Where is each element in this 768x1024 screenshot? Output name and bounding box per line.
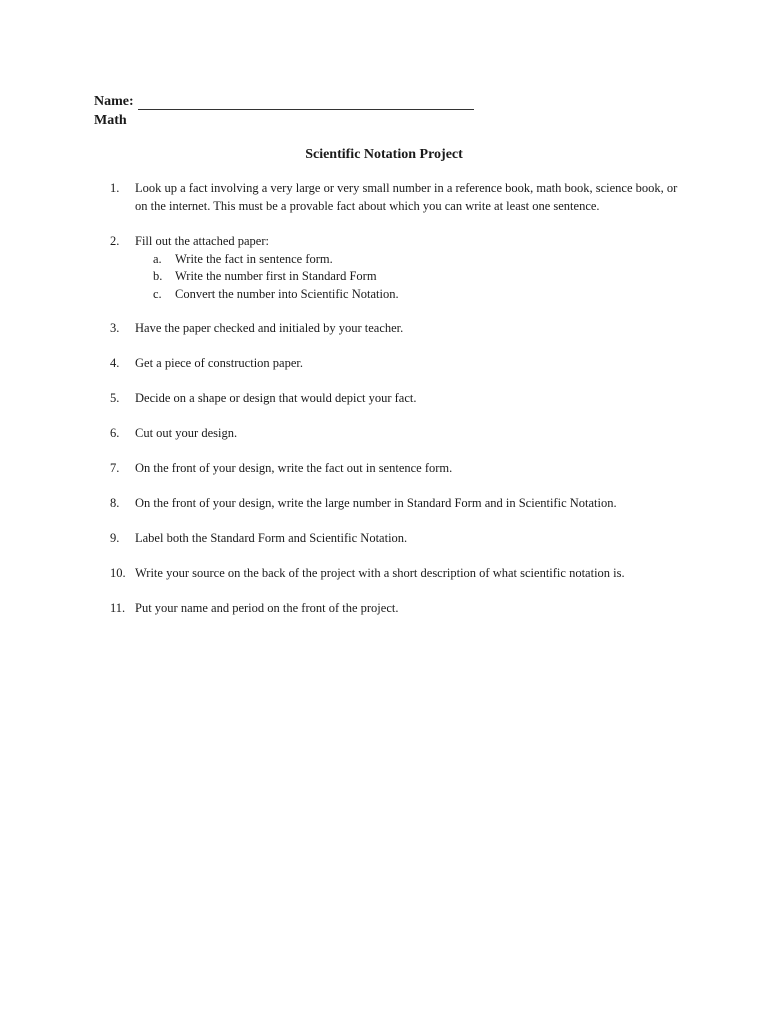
step-text: Decide on a shape or design that would depict your fact. xyxy=(135,391,417,405)
step-number: 1. xyxy=(110,181,120,195)
sub-list-item xyxy=(153,268,680,286)
step-text: On the front of your design, write the large number in Standard Form and in Scientific Notation. xyxy=(135,496,617,510)
substeps-list xyxy=(153,251,680,304)
step-text: Have the paper checked and initialed by your teacher. xyxy=(135,321,404,335)
step-number: 4. xyxy=(110,356,120,370)
step-number: 2. xyxy=(110,234,120,248)
list-item xyxy=(110,460,680,478)
list-item xyxy=(110,530,680,548)
name-blank-line xyxy=(138,97,474,110)
document-title: Scientific Notation Project xyxy=(305,147,463,162)
substep-text: Convert the number into Scientific Notation. xyxy=(175,286,399,301)
document-header xyxy=(94,93,694,129)
list-item xyxy=(110,390,680,408)
list-item xyxy=(110,495,680,513)
step-number: 8. xyxy=(110,496,120,510)
substep-letter: b. xyxy=(153,269,163,283)
list-item xyxy=(110,355,680,373)
step-text: Write your source on the back of the project with a short description of what scientific notation is. xyxy=(135,566,625,580)
substep-letter: a. xyxy=(153,251,162,266)
list-item xyxy=(110,600,680,618)
list-item xyxy=(110,425,680,443)
step-number: 6. xyxy=(110,426,120,440)
step-number: 7. xyxy=(110,461,120,475)
list-item xyxy=(110,233,680,303)
step-text: Get a piece of construction paper. xyxy=(135,356,303,370)
sub-list-item xyxy=(153,286,680,304)
list-item xyxy=(110,320,680,338)
step-number: 10. xyxy=(110,566,126,580)
substep-text: Write the fact in sentence form. xyxy=(175,251,333,266)
name-label: Name: xyxy=(94,94,134,109)
sub-list-item xyxy=(153,251,680,269)
step-number: 3. xyxy=(110,321,120,335)
step-text: On the front of your design, write the fact out in sentence form. xyxy=(135,461,453,475)
step-text: Put your name and period on the front of the project. xyxy=(135,601,399,615)
step-text: Cut out your design. xyxy=(135,426,238,440)
substep-text: Write the number first in Standard Form xyxy=(175,269,377,283)
subject-label: Math xyxy=(94,113,127,128)
list-item xyxy=(110,180,680,215)
step-number: 9. xyxy=(110,531,120,545)
step-number: 5. xyxy=(110,391,120,405)
step-text: Label both the Standard Form and Scientific Notation. xyxy=(135,531,408,545)
step-text: Fill out the attached paper: xyxy=(135,234,269,248)
list-item xyxy=(110,565,680,583)
step-body xyxy=(135,233,680,303)
step-text: Look up a fact involving a very large or very small number in a reference book, math book, science book, or on the internet. This must be a provable fact about which you can write at least one sentence. xyxy=(135,181,678,213)
name-row xyxy=(94,93,694,110)
step-number: 11. xyxy=(110,601,126,615)
substep-letter: c. xyxy=(153,286,162,301)
steps-list xyxy=(110,180,680,618)
